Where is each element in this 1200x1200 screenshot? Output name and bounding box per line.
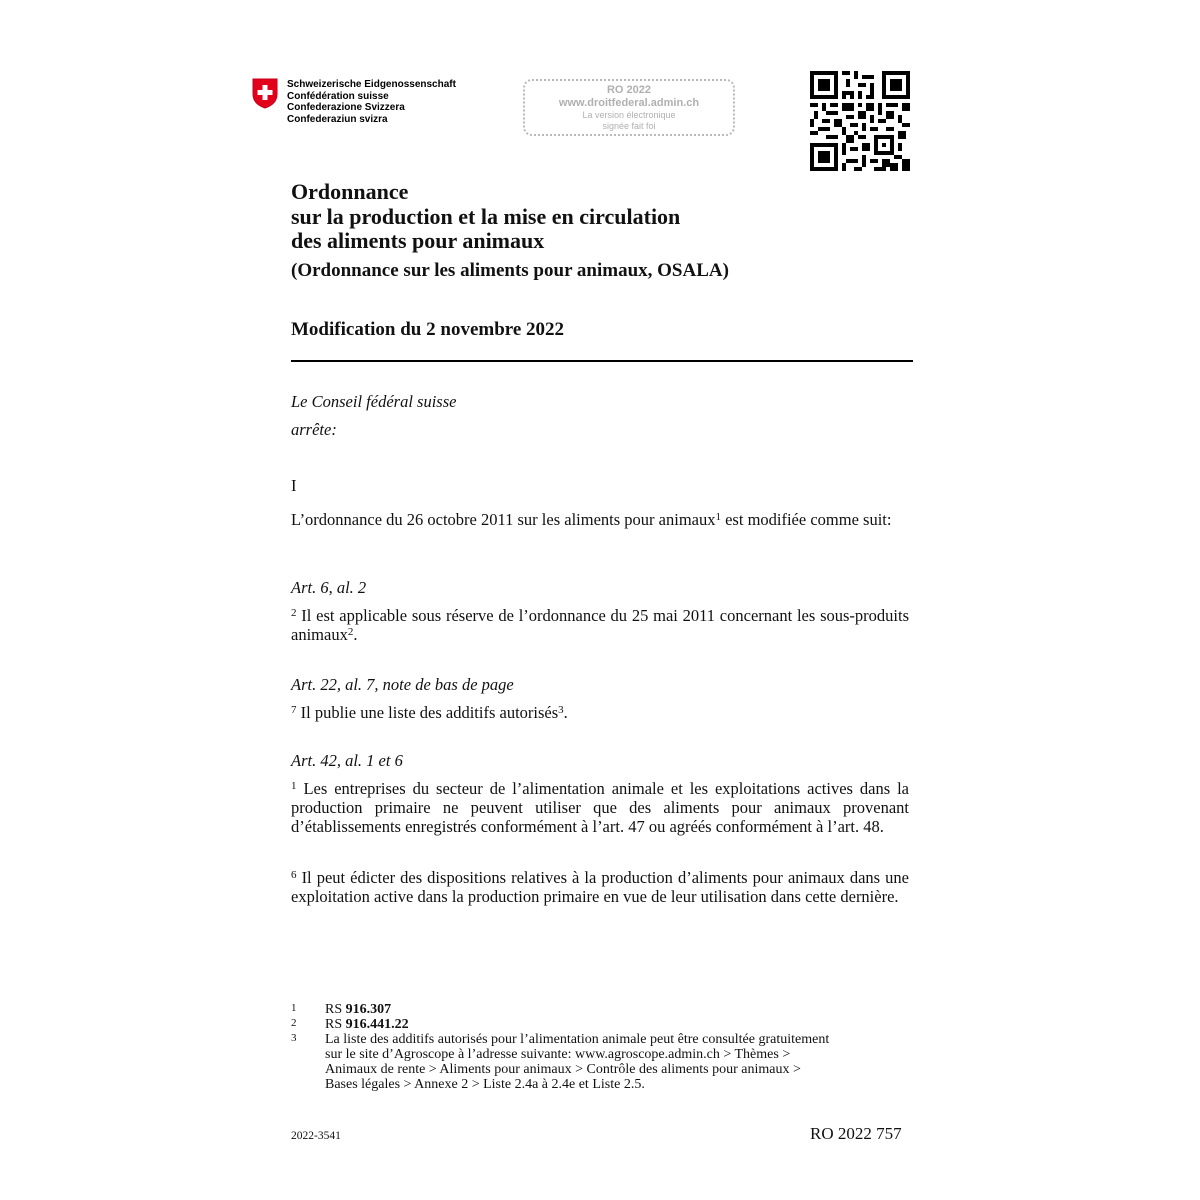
official-compilation-reference: RO 2022 757 bbox=[810, 1124, 902, 1143]
footnote-number: 3 bbox=[291, 1032, 297, 1044]
footnote-ref-3[interactable]: 3 bbox=[558, 704, 564, 716]
footnote-line: Animaux de rente > Aliments pour animaux > Contrôle des aliments pour animaux > bbox=[325, 1062, 801, 1077]
article-paragraph bbox=[291, 868, 909, 906]
paragraph-text: Il publie une liste des additifs autorisés bbox=[296, 703, 559, 722]
stamp-note-1: La version électronique bbox=[582, 110, 676, 120]
article-heading: Art. 22, al. 7, note de bas de page bbox=[291, 675, 514, 694]
footnote-prefix: RS bbox=[325, 1017, 346, 1032]
confederation-names bbox=[287, 79, 456, 125]
paragraph-text: Il peut édicter des dispositions relatives à la production d’aliments pour animaux dans une exploitation active dans la production primaire en vue de leur utilisation dans cette dernière. bbox=[291, 868, 909, 906]
federal-logo bbox=[252, 78, 456, 125]
footnote-number: 2 bbox=[291, 1017, 297, 1029]
paragraph-number: 1 bbox=[291, 780, 297, 792]
paragraph-end: . bbox=[563, 703, 568, 722]
intro-text: L’ordonnance du 26 octobre 2011 sur les aliments pour animaux bbox=[291, 510, 716, 529]
article-paragraph bbox=[291, 703, 909, 722]
footnote-reference: 916.307 bbox=[345, 1002, 392, 1017]
intro-paragraph bbox=[291, 510, 909, 529]
stamp-ro: RO 2022 bbox=[606, 84, 652, 96]
footnote-ref-2[interactable]: 2 bbox=[347, 626, 354, 638]
article-paragraph bbox=[291, 606, 909, 644]
ordinance-title bbox=[291, 180, 680, 254]
section-number: I bbox=[291, 476, 297, 495]
footnote-line: sur le site d’Agroscope à l’adresse suivante: www.agroscope.admin.ch > Thèmes > bbox=[325, 1047, 791, 1062]
title-line-3: des aliments pour animaux bbox=[291, 228, 545, 253]
document-number: 2022-3541 bbox=[291, 1130, 341, 1142]
ordinance-short-title: (Ordonnance sur les aliments pour animaux, OSALA) bbox=[291, 260, 729, 281]
swiss-shield-icon bbox=[252, 78, 278, 109]
confederation-name-rm: Confederaziun svizra bbox=[287, 113, 388, 125]
confederation-name-fr: Confédération suisse bbox=[287, 90, 389, 102]
title-line-2: sur la production et la mise en circulation bbox=[291, 203, 681, 229]
confederation-name-de: Schweizerische Eidgenossenschaft bbox=[287, 79, 456, 90]
paragraph-text: Les entreprises du secteur de l’alimentation animale et les exploitations actives dans la production primaire ne peuvent utiliser que des aliments pour animaux provenant d’établissements enregistrés conformément à l’art. 47 ou agréés conformément à l’art. 48. bbox=[291, 779, 909, 836]
preamble-decides: arrête: bbox=[291, 420, 337, 439]
qr-code-icon bbox=[810, 71, 910, 171]
footnote-number: 1 bbox=[291, 1002, 297, 1014]
footnote-line: La liste des additifs autorisés pour l’alimentation animale peut être consultée gratuitement bbox=[325, 1032, 830, 1047]
footnote-ref-1[interactable]: 1 bbox=[715, 511, 721, 523]
intro-text-end: est modifiée comme suit: bbox=[720, 510, 892, 529]
footnote-reference: 916.441.22 bbox=[345, 1017, 409, 1032]
electronic-version-stamp bbox=[523, 79, 735, 136]
stamp-note-2: signée fait foi bbox=[602, 121, 656, 131]
paragraph-end: . bbox=[353, 625, 358, 644]
title-divider bbox=[291, 360, 913, 362]
footnote-prefix: RS bbox=[325, 1002, 346, 1017]
stamp-url: www.droitfederal.admin.ch bbox=[558, 97, 700, 109]
article-paragraph bbox=[291, 779, 909, 836]
article-heading: Art. 6, al. 2 bbox=[291, 578, 367, 597]
paragraph-number: 2 bbox=[291, 607, 297, 619]
preamble-authority: Le Conseil fédéral suisse bbox=[291, 392, 457, 411]
paragraph-number: 7 bbox=[291, 704, 297, 716]
footnote-line: Bases légales > Annexe 2 > Liste 2.4a à 2.4e et Liste 2.5. bbox=[325, 1077, 645, 1092]
confederation-name-it: Confederazione Svizzera bbox=[287, 102, 405, 113]
paragraph-number: 6 bbox=[291, 869, 297, 881]
article-heading: Art. 42, al. 1 et 6 bbox=[291, 751, 403, 770]
title-line-1: Ordonnance bbox=[291, 179, 409, 204]
paragraph-text: Il est applicable sous réserve de l’ordonnance du 25 mai 2011 concernant les sous-produits animaux bbox=[291, 606, 909, 644]
modification-date: Modification du 2 novembre 2022 bbox=[291, 319, 565, 340]
